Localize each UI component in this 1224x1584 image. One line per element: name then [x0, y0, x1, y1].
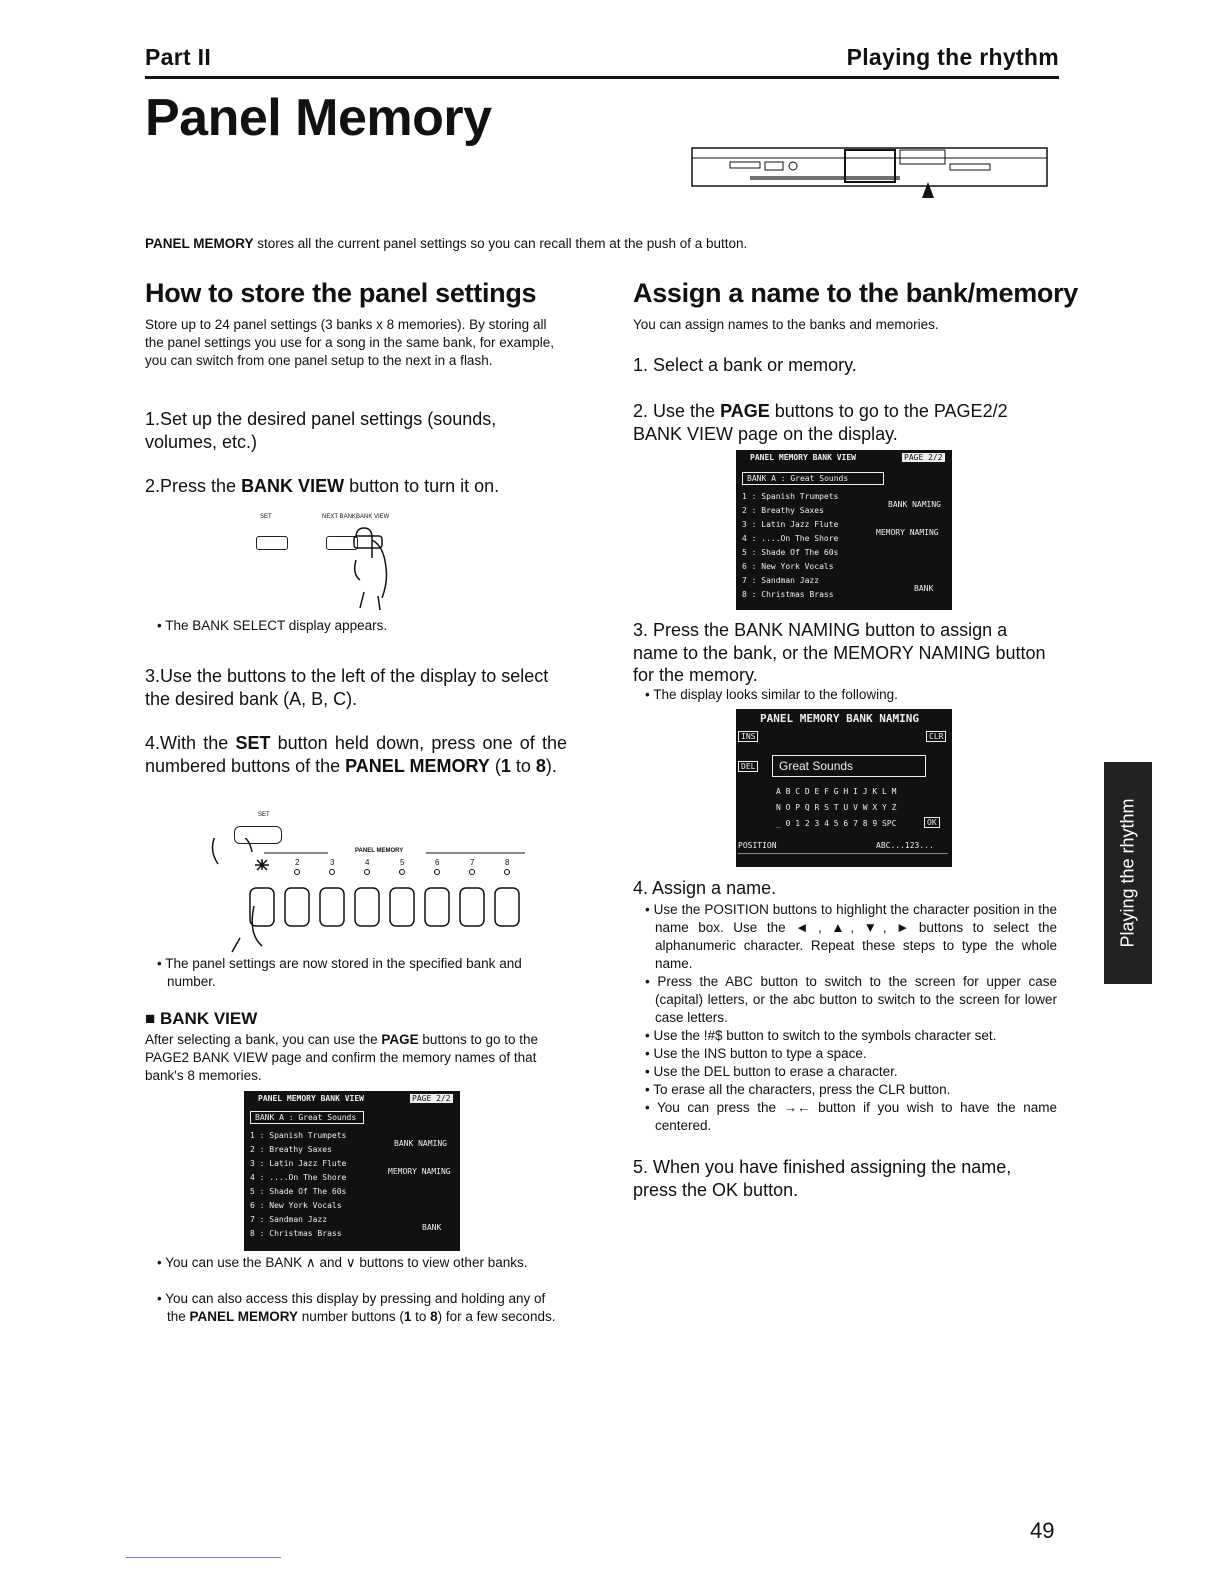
pm-num-1: 1: [260, 858, 265, 867]
panel-memory-label: PANEL MEMORY: [355, 848, 404, 854]
pm-num-5: 5: [400, 858, 405, 867]
bullet-center: • You can press the →← button if you wish to have the name centered.: [645, 1100, 1057, 1133]
right-bullets: [643, 901, 1057, 1135]
finger-press-icon: [340, 522, 400, 612]
set-label-2: SET: [258, 812, 270, 818]
instrument-panel-illustration: [690, 140, 1050, 200]
next-bank-label: NEXT BANK: [322, 514, 356, 520]
panel-memory-buttons: [200, 838, 540, 958]
bullet-display-similar: • The display looks similar to the following.: [645, 687, 898, 702]
bullet-stored: • The panel settings are now stored in the specified bank and number.: [157, 956, 522, 989]
section-side-tab: Playing the rhythm: [1104, 762, 1152, 984]
bank-view-display-left: PANEL MEMORY BANK VIEW PAGE 2/2 BANK A : Great Sounds 1 : Spanish Trumpets 2 : Breathy Saxes 3 : Latin Jazz Flute 4 : ....On The Shore 5 : Shade Of The 60s 6 : New York Vocals 7 : Sandman Jazz 8 : Christmas Brass BANK NAMING MEMORY NAMING BANK: [244, 1091, 460, 1251]
pm-num-7: 7: [470, 858, 475, 867]
right-step-2: 2. Use the PAGE buttons to go to the PAGE2/2 BANK VIEW page on the display.: [633, 401, 1008, 444]
right-step-1: 1. Select a bank or memory.: [633, 355, 857, 375]
left-intro-para: Store up to 24 panel settings (3 banks x 8 memories). By storing all the panel settings you use for a song in the same bank, for example, you can switch from one panel setup to the next in a flash.: [145, 317, 554, 368]
pm-num-8: 8: [505, 858, 510, 867]
left-step-4: 4.With the SET button held down, press one of the numbered buttons of the PANEL MEMORY (1 to 8).: [145, 733, 567, 776]
bank-view-para: After selecting a bank, you can use the PAGE buttons to go to the PAGE2 BANK VIEW page and confirm the memory names of that bank's 8 memories.: [145, 1032, 539, 1083]
right-step-3: 3. Press the BANK NAMING button to assign a name to the bank, or the MEMORY NAMING button for the memory.: [633, 620, 1046, 685]
pm-num-3: 3: [330, 858, 335, 867]
left-step-2: 2.Press the BANK VIEW button to turn it on.: [145, 476, 500, 496]
left-step-1: 1.Set up the desired panel settings (sounds, volumes, etc.): [145, 409, 497, 452]
right-intro-para: You can assign names to the banks and memories.: [633, 317, 939, 332]
bank-view-heading: ■ BANK VIEW: [145, 1009, 258, 1028]
bullet-symbols: • Use the !#$ button to switch to the symbols character set.: [645, 1028, 997, 1043]
bullet-clr: • To erase all the characters, press the CLR button.: [645, 1082, 951, 1097]
set-label: SET: [260, 514, 272, 520]
bullet-bank-arrows: • You can use the BANK ∧ and ∨ buttons to view other banks.: [157, 1255, 528, 1270]
bank-view-display-right: PANEL MEMORY BANK VIEW PAGE 2/2 BANK A : Great Sounds 1 : Spanish Trumpets 2 : Breathy Saxes 3 : Latin Jazz Flute 4 : ....On The Shore 5 : Shade Of The 60s 6 : New York Vocals 7 : Sandman Jazz 8 : Christmas Brass BANK NAMING MEMORY NAMING BANK: [736, 450, 952, 610]
pm-num-6: 6: [435, 858, 440, 867]
bank-naming-display: PANEL MEMORY BANK NAMING INS CLR DEL Great Sounds A B C D E F G H I J K L M N O P Q R S T U V W X Y Z _ 0 1 2 3 4 5 6 7 8 9 SPC OK POSITION ABC...123...: [736, 709, 952, 867]
right-step-5: 5. When you have finished assigning the name, press the OK button.: [633, 1157, 1012, 1200]
set-button[interactable]: [256, 536, 288, 550]
bullet-del: • Use the DEL button to erase a character.: [645, 1064, 898, 1079]
pm-num-4: 4: [365, 858, 370, 867]
left-heading: How to store the panel settings: [145, 278, 537, 308]
bullet-ins: • Use the INS button to type a space.: [645, 1046, 867, 1061]
section-label: Playing the rhythm: [846, 44, 1059, 70]
left-step-3: 3.Use the buttons to the left of the display to select the desired bank (A, B, C).: [145, 666, 549, 709]
footer-line: [126, 1557, 281, 1558]
bank-view-label: BANK VIEW: [356, 514, 390, 520]
part-label: Part II: [145, 44, 212, 70]
pm-num-2: 2: [295, 858, 300, 867]
bullet-position: • Use the POSITION buttons to highlight the character position in the name box. Use the ◄ , ▲, ▼, ► buttons to select the alphanumeric character. Repeat these steps to type the whole name.: [645, 902, 1057, 971]
header-rule: [145, 76, 1059, 79]
right-heading: Assign a name to the bank/memory: [633, 278, 1079, 308]
intro-text: PANEL MEMORY stores all the current panel settings so you can recall them at the push of a button.: [145, 236, 748, 251]
page-title: Panel Memory: [145, 89, 492, 147]
bullet-bank-select: • The BANK SELECT display appears.: [157, 618, 388, 633]
bullet-abc: • Press the ABC button to switch to the screen for upper case (capital) letters, or the abc button to switch to the screen for lower case letters.: [645, 974, 1057, 1025]
right-step-4: 4. Assign a name.: [633, 878, 777, 898]
page-number: 49: [1030, 1518, 1055, 1543]
bullet-hold: • You can also access this display by pressing and holding any of the PANEL MEMORY number buttons (1 to 8) for a few seconds.: [157, 1291, 556, 1324]
